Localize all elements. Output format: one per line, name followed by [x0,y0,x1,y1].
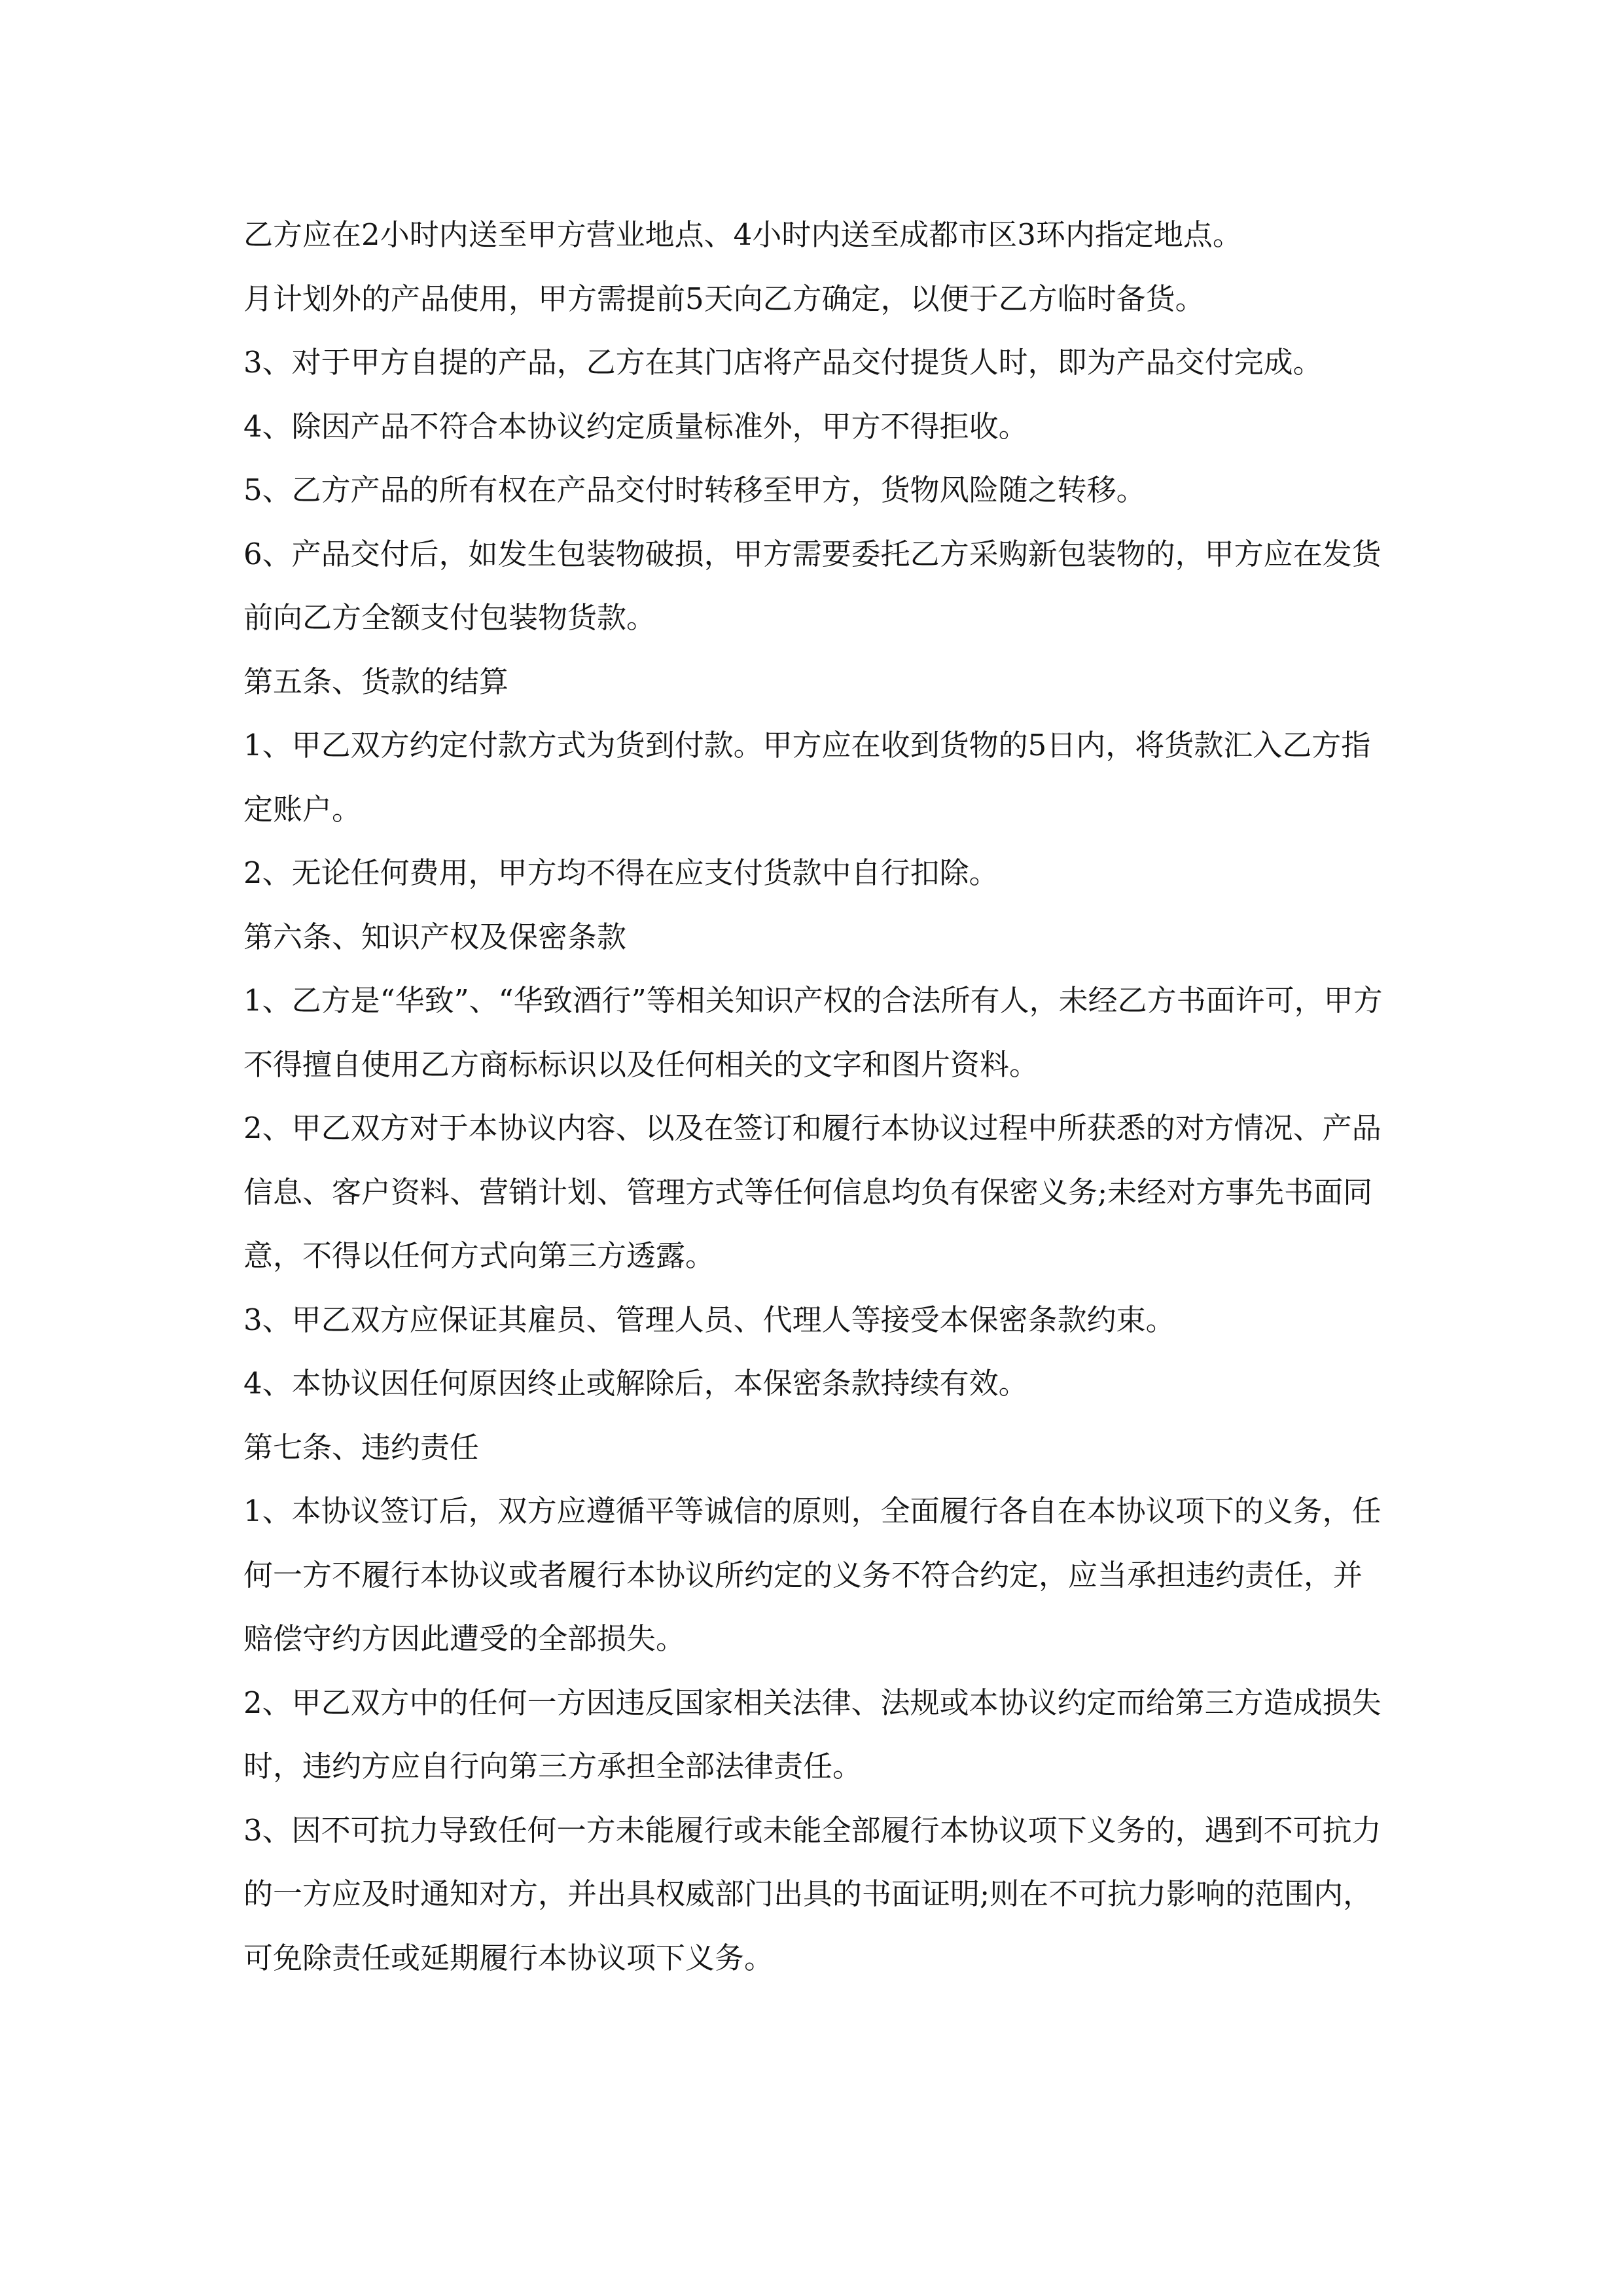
paragraph-no-rejection: 4、除因产品不符合本协议约定质量标准外，甲方不得拒收。 [243,408,1028,444]
paragraph-payment-method: 1、甲乙双方约定付款方式为货到付款。甲方应在收到货物的5日内，将货款汇入乙方指定账户。 [243,728,1371,827]
document-body [243,203,1385,1990]
paragraph-ip-ownership: 1、乙方是“华致”、“华致酒行”等相关知识产权的合法所有人，未经乙方书面许可，甲方不得擅自使用乙方商标标识以及任何相关的文字和图片资料。 [243,983,1383,1082]
heading-article-7: 第七条、违约责任 [243,1429,480,1465]
paragraph-third-party-liability: 2、甲乙双方中的任何一方因违反国家相关法律、法规或本协议约定而给第三方造成损失时，违约方应自行向第三方承担全部法律责任。 [243,1685,1382,1784]
heading-article-6: 第六条、知识产权及保密条款 [243,919,627,954]
paragraph-ownership-transfer: 5、乙方产品的所有权在产品交付时转移至甲方，货物风险随之转移。 [243,473,1146,507]
paragraph-force-majeure: 3、因不可抗力导致任何一方未能履行或未能全部履行本协议项下义务的，遇到不可抗力的一方应及时通知对方，并出具权威部门出具的书面证明;则在不可抗力影响的范围内，可免除责任或延期履行本协议项下义务。 [243,1812,1382,1975]
paragraph-no-deduction: 2、无论任何费用，甲方均不得在应支付货款中自行扣除。 [243,855,999,890]
paragraph-survival: 4、本协议因任何原因终止或解除后，本保密条款持续有效。 [243,1366,1028,1401]
paragraph-self-pickup: 3、对于甲方自提的产品，乙方在其门店将产品交付提货人时，即为产品交付完成。 [243,345,1323,380]
paragraph-packaging-damage: 6、产品交付后，如发生包装物破损，甲方需要委托乙方采购新包装物的，甲方应在发货前向乙方全额支付包装物货款。 [243,536,1382,635]
paragraph-monthly-plan: 月计划外的产品使用，甲方需提前5天向乙方确定，以便于乙方临时备货。 [243,281,1205,316]
paragraph-staff-bound: 3、甲乙双方应保证其雇员、管理人员、代理人等接受本保密条款约束。 [243,1302,1175,1337]
heading-article-5: 第五条、货款的结算 [243,664,509,699]
paragraph-breach-liability: 1、本协议签订后，双方应遵循平等诚信的原则，全面履行各自在本协议项下的义务，任何一方不履行本协议或者履行本协议所约定的义务不符合约定，应当承担违约责任，并赔偿守约方因此遭受的全部损失。 [243,1494,1382,1656]
paragraph-delivery-time: 乙方应在2小时内送至甲方营业地点、4小时内送至成都市区3环内指定地点。 [243,217,1242,252]
paragraph-confidentiality: 2、甲乙双方对于本协议内容、以及在签订和履行本协议过程中所获悉的对方情况、产品信息、客户资料、营销计划、管理方式等任何信息均负有保密义务;未经对方事先书面同意，不得以任何方式向第三方透露。 [243,1111,1382,1273]
